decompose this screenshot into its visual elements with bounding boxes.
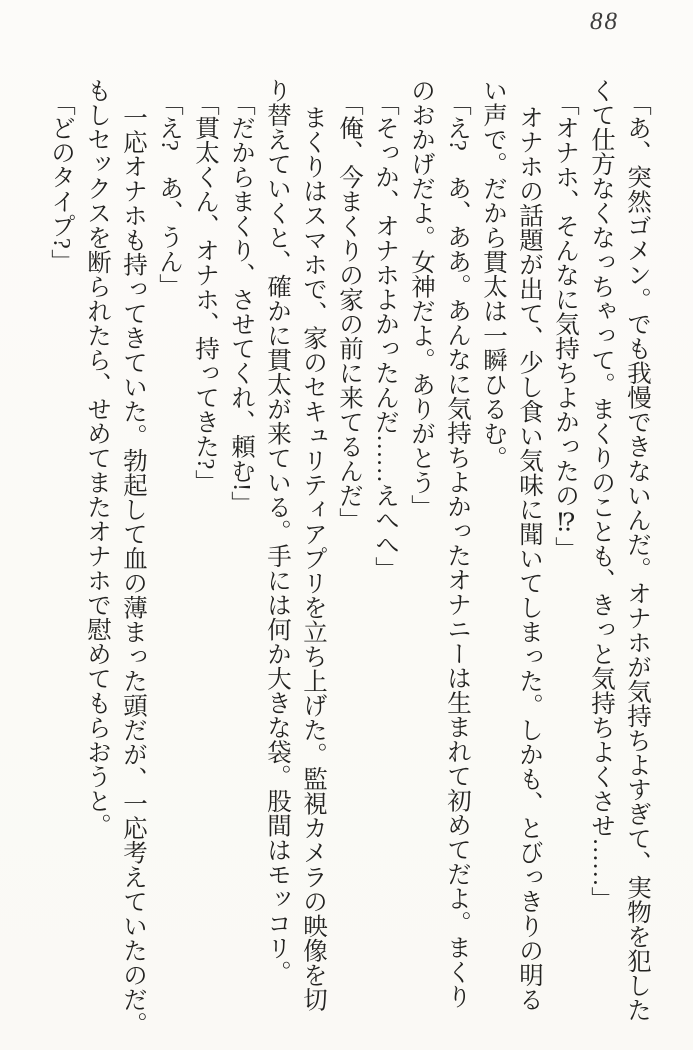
- text-line: まくりはスマホで、家のセキュリティアプリを立ち上げた。監視カメラの映像を切: [300, 105, 327, 1012]
- text-line: 「貫太くん、オナホ、持ってきた?」: [192, 91, 219, 494]
- text-line: 「そっか、オナホよかったんだ……えへへ」: [372, 91, 399, 581]
- page-text: [43, 78, 655, 1040]
- text-line: い声で。だから貫太は一瞬ひるむ。: [480, 78, 507, 470]
- text-line: オナホの話題が出て、少し食い気味に聞いてしまった。しかも、とびっきりの明る: [516, 105, 543, 1012]
- text-line: もしセックスを断られたら、せめてまたオナホで慰めてもらおうと。: [84, 78, 111, 838]
- text-line: 「だからまくり、させてくれ、頼む!」: [228, 91, 255, 516]
- text-line: 一応オナホも持ってきていた。勃起して血の薄まった頭だが、一応考えていたのだ。: [120, 105, 147, 1036]
- text-line: 「俺、今まくりの家の前に来てるんだ」: [336, 91, 363, 532]
- text-line: り替えていくと、確かに貫太が来ている。手には何か大きな袋。股間はモッコリ。: [264, 78, 291, 985]
- text-line: 「え? あ、ああ。あんなに気持ちよかったオナニーは生まれて初めてだよ。まくり: [444, 91, 471, 1009]
- page-number: 88: [590, 8, 619, 35]
- text-line: 「え? あ、うん」: [156, 91, 183, 298]
- text-line: くて仕方なくなっちゃって。まくりのことも、きっと気持ちよくさせ……」: [588, 78, 615, 911]
- text-line: 「あ、突然ゴメン。でも我慢できないんだ。オナホが気持ちよすぎて、実物を犯した: [624, 91, 651, 1022]
- text-line: のおかげだよ。女神だよ。ありがとう」: [408, 78, 435, 519]
- text-line: 「どのタイプ?」: [48, 91, 75, 274]
- text-line: 「オナホ、そんなに気持ちよかったの⁉」: [552, 91, 579, 561]
